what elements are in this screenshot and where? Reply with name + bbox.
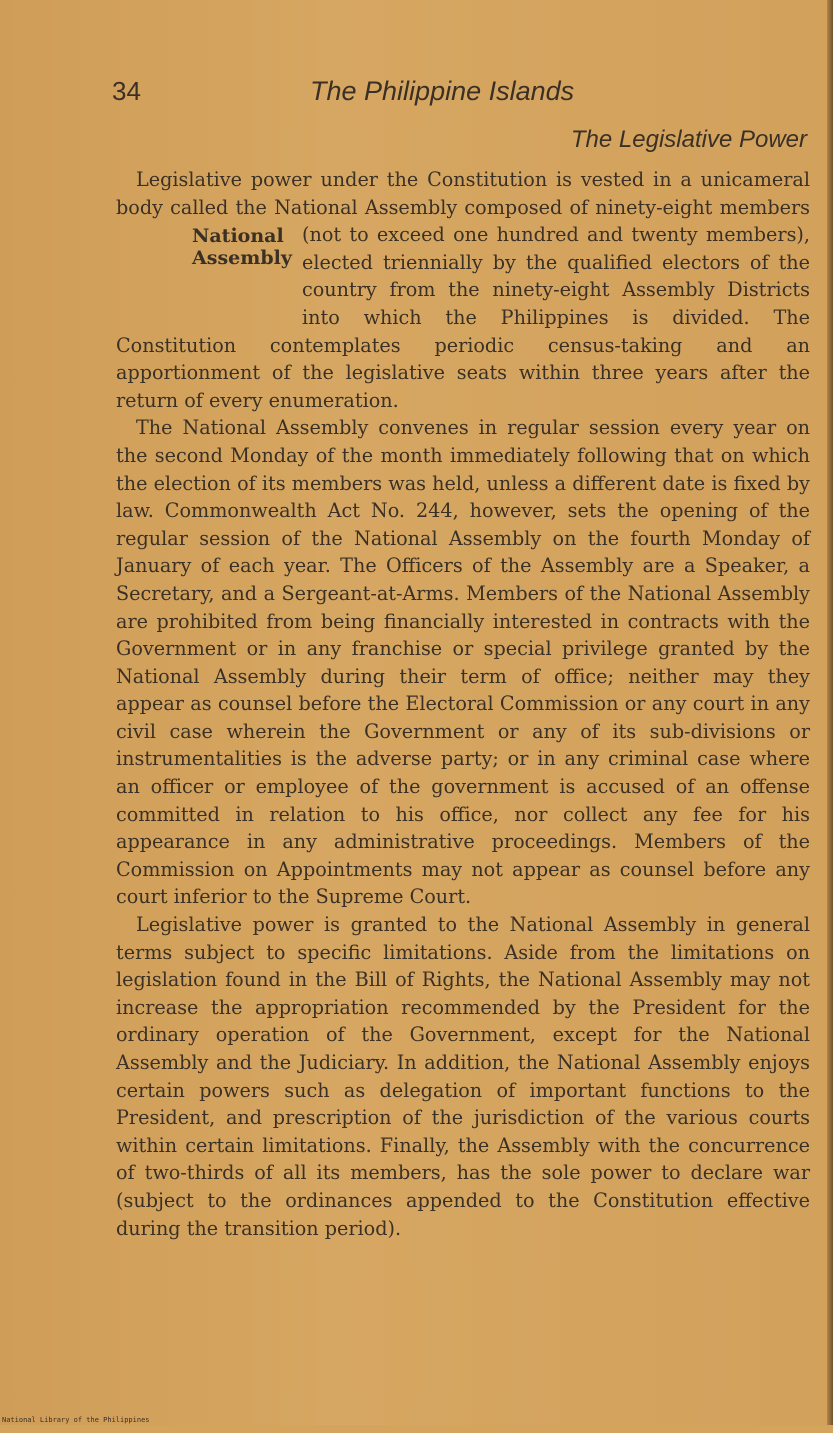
margin-note xyxy=(116,225,302,305)
paragraph-1 xyxy=(116,166,810,414)
page-number: 34 xyxy=(112,76,141,106)
margin-note-line-1: National xyxy=(192,225,284,248)
library-credit: National Library of the Philippines xyxy=(2,1416,150,1424)
paragraph-2: The National Assembly convenes in regular session every year on the second Monday of the month immediately following that on which the election of its members was held, unless a different date is fixed by law. Commonwealth Act No. 244, however, sets the opening of the regular session of the National Assembly on the fourth Monday of January of each year. The Officers of the Assembly are a Speaker, a Secretary, and a Sergeant-at-Arms. Members of the National Assembly are prohibited from being financially interested in contracts with the Government or in any franchise or special privilege granted by the National Assembly during their term of office; neither may they appear as counsel before the Electoral Commission or any court in any civil case wherein the Government or any of its sub-divisions or instrumentalities is the adverse party; or in any criminal case where an officer or employee of the government is accused of an offense committed in relation to his office, nor collect any fee for his appearance in any administrative proceedings. Members of the Commission on Appointments may not appear as counsel before any court inferior to the Supreme Court. xyxy=(116,416,810,909)
paragraph-1-continuation: elected triennially by the qualified electors of the country from the ninety-eight Assembly Districts into which the Philippines is divided. The Constitution contemplates periodic census-taking and an apportionment of the legislative seats within three years after the return of every enumeration. xyxy=(116,250,810,412)
section-title: The Legislative Power xyxy=(570,126,807,153)
paragraph-1-opening: Legislative power under the Constitution is vested in a unicameral body called the National Assembly composed of ninety-eight members (not to exceed one hundred and twenty members), xyxy=(116,168,810,247)
running-title: The Philippine Islands xyxy=(310,76,575,106)
paragraph-3: Legislative power is granted to the National Assembly in general terms subject to specific limitations. Aside from the limitations on legislation found in the Bill of Rights, the National Assembly may not increase the appropriation recommended by the President for the ordinary operation of the Government, except for the National Assembly and the Judiciary. In addition, the National Assembly enjoys certain powers such as delegation of important functions to the President, and prescription of the jurisdiction of the various courts within certain limitations. Finally, the Assembly with the concurrence of two-thirds of all its members, has the sole power to declare war (subject to the ordinances appended to the Constitution effective during the transition period). xyxy=(116,913,810,1240)
page-edge xyxy=(827,0,833,1425)
margin-note-line-2: Assembly xyxy=(192,247,292,270)
page-header xyxy=(112,76,812,112)
body-text xyxy=(116,166,810,1242)
